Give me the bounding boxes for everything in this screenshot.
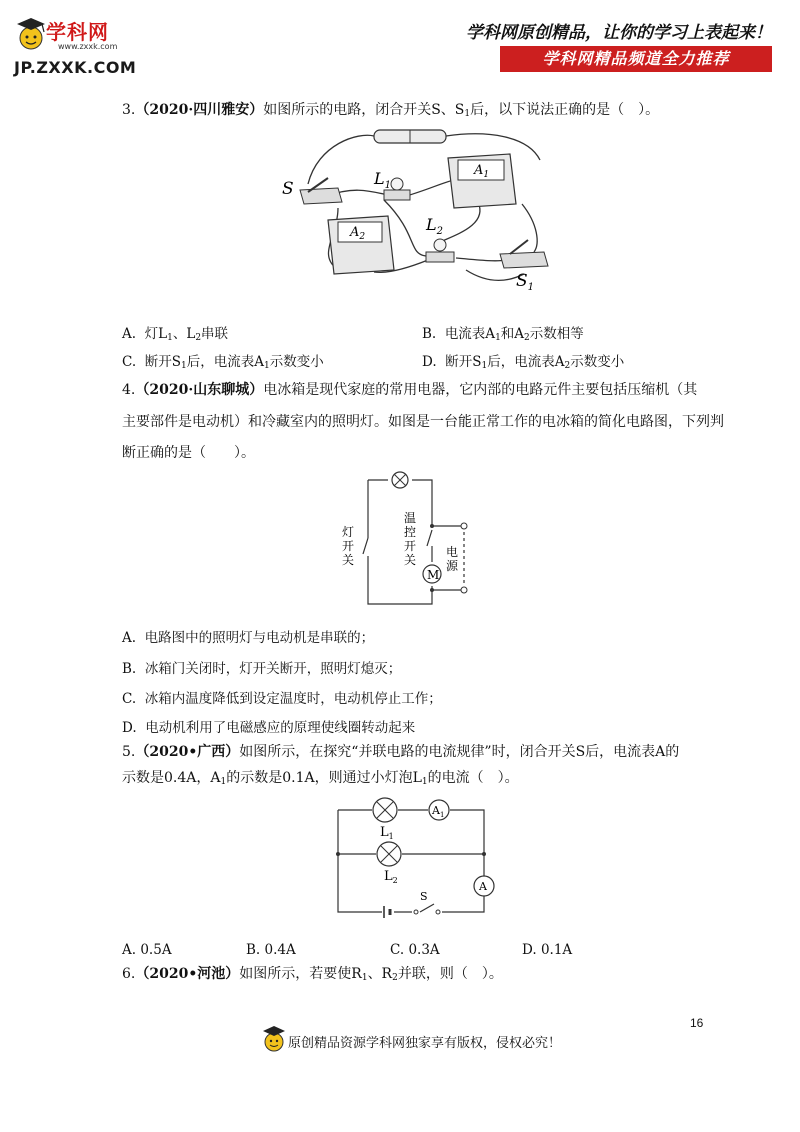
question-5-figure	[330, 794, 500, 922]
question-3-option-d[interactable]: D. 断开$S_1$后，电流表$A_2$示数变小	[422, 354, 625, 371]
question-4-stem-line-3: 断正确的是（ ）。	[122, 445, 255, 461]
question-number: 3.	[122, 102, 136, 118]
question-4-figure	[328, 470, 478, 612]
header-slogan: 学科网原创精品，让你的学习上表起来！	[466, 23, 772, 43]
svg-text:L2: $L_2$	[384, 869, 398, 885]
question-6-stem: 6.（2020•河池）如图所示，若要使$R_1$、$R_2$并联，则（ ）。	[122, 966, 503, 983]
question-number: 6.	[122, 966, 136, 982]
logo-sub-text: www.zxxk.com	[58, 42, 118, 51]
svg-text:L1: $L_1$	[380, 825, 394, 841]
logo-domain-text: JP.ZXXK.COM	[14, 58, 137, 77]
label-s: S	[282, 179, 294, 199]
question-number: 4.	[122, 382, 136, 398]
svg-text:A2: $A_2$	[350, 225, 366, 242]
svg-text:A1: $A_1$	[432, 804, 445, 819]
question-source: （2020·四川雅安）	[135, 102, 264, 118]
question-4-option-d[interactable]: D. 电动机利用了电磁感应的原理使线圈转动起来	[122, 720, 416, 736]
svg-text:A1: $A_1$	[474, 163, 490, 180]
question-5-option-d[interactable]: D. 0.1A	[522, 942, 573, 958]
svg-text:M: M	[427, 568, 440, 582]
logo-brand-text: 学科网	[46, 20, 109, 44]
question-5-option-a[interactable]: A. 0.5A	[122, 942, 172, 958]
question-5-stem: 5.（2020•广西）如图所示，在探究“并联电路的电流规律”时，闭合开关S后，电流表A的	[122, 744, 680, 760]
question-source: （2020•广西）	[135, 744, 240, 760]
question-number: 5.	[122, 744, 136, 760]
question-5-stem-line-2: 示数是0.4A，$A_1$的示数是0.1A，则通过小灯泡$L_1$的电流（ ）。	[122, 770, 519, 787]
question-3-option-b[interactable]: B. 电流表$A_1$和$A_2$示数相等	[422, 326, 584, 343]
mascot-icon	[262, 1022, 286, 1056]
svg-text:S: S	[420, 890, 428, 903]
svg-text:A: A	[479, 880, 487, 893]
header-banner[interactable]: 学科网精品频道全力推荐	[500, 46, 772, 72]
page-number: 16	[690, 1016, 704, 1030]
svg-text:L2: $L_2$	[426, 215, 443, 237]
question-source: （2020·山东聊城）	[135, 382, 264, 398]
mascot-icon	[14, 14, 48, 56]
footer	[262, 1022, 602, 1058]
svg-text:S1: $S_1$	[516, 271, 535, 293]
question-4-stem-line-2: 主要部件是电动机）和冷藏室内的照明灯。如图是一台能正常工作的电冰箱的简化电路图，下列判	[122, 414, 724, 430]
svg-text:L1: $L_1$	[374, 169, 391, 191]
question-4-option-b[interactable]: B. 冰箱门关闭时，灯开关断开，照明灯熄灭；	[122, 661, 402, 677]
question-4-option-a[interactable]: A. 电路图中的照明灯与电动机是串联的；	[122, 630, 375, 646]
question-5-option-b[interactable]: B. 0.4A	[246, 942, 296, 958]
svg-text:灯开关: 灯开关	[342, 525, 355, 567]
question-3-option-a[interactable]: A. 灯$L_1$、$L_2$串联	[122, 326, 229, 343]
question-source: （2020•河池）	[135, 966, 240, 982]
question-3-stem: 3.（2020·四川雅安）如图所示的电路，闭合开关S、$S_1$后，以下说法正确的是（ ）。	[122, 102, 660, 119]
question-3-figure	[278, 124, 568, 306]
site-logo[interactable]	[14, 14, 174, 76]
question-4-stem: 4.（2020·山东聊城）电冰箱是现代家庭的常用电器，它内部的电路元件主要包括压缩机（其	[122, 382, 698, 398]
svg-text:电源: 电源	[446, 545, 459, 573]
question-3-option-c[interactable]: C. 断开$S_1$后，电流表$A_1$示数变小	[122, 354, 324, 371]
footer-copyright: 原创精品资源学科网独家享有版权，侵权必究！	[288, 1036, 562, 1051]
question-5-option-c[interactable]: C. 0.3A	[390, 942, 440, 958]
question-4-option-c[interactable]: C. 冰箱内温度降低到设定温度时，电动机停止工作；	[122, 691, 442, 707]
svg-text:温控开关: 温控开关	[404, 511, 417, 567]
